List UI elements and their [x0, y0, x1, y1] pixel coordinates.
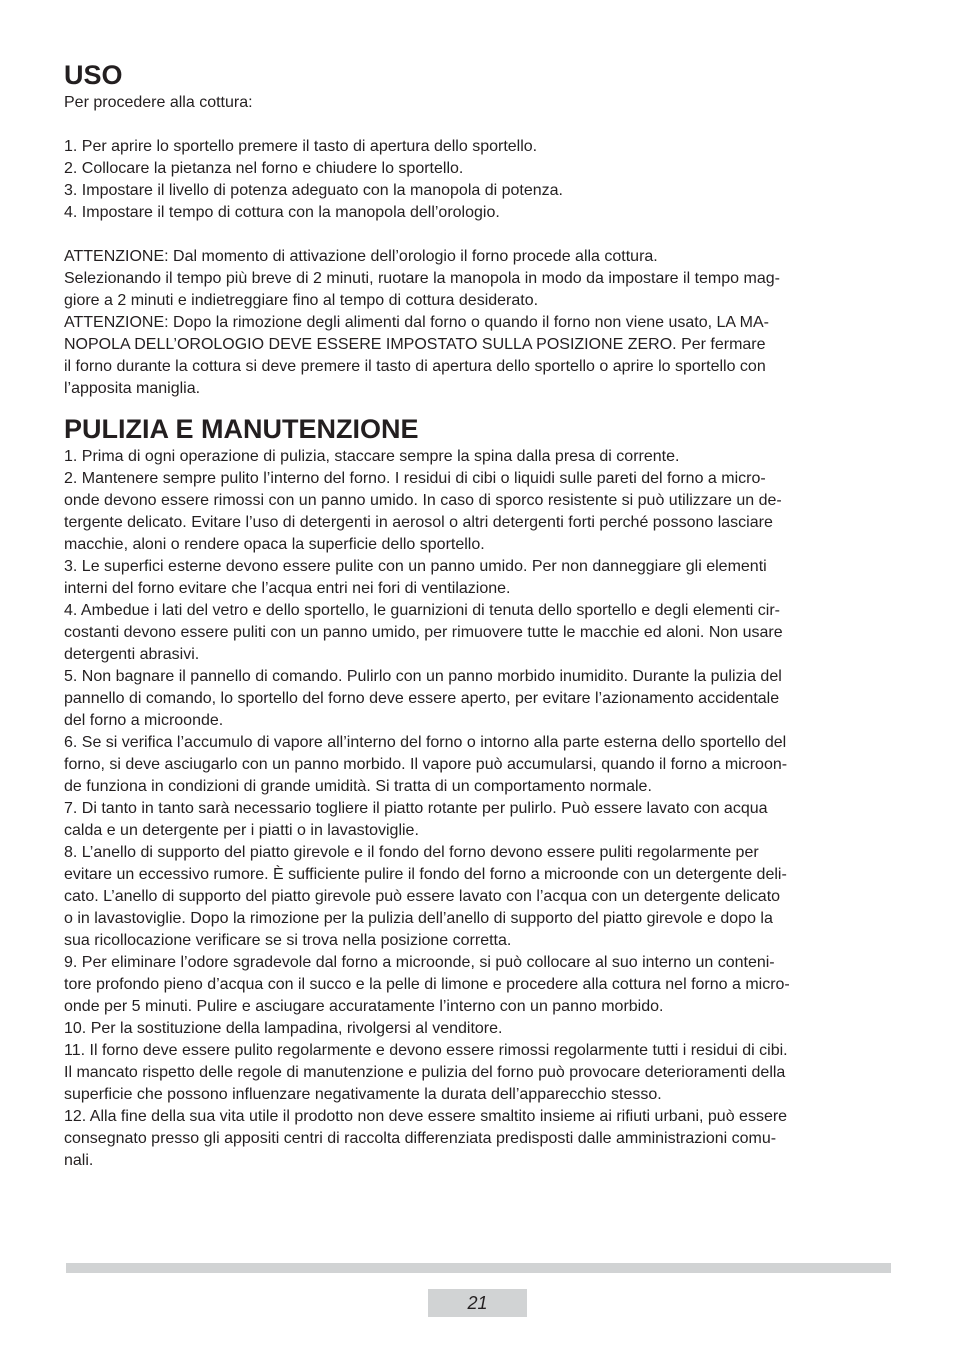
spacer: [64, 114, 892, 136]
uso-note-line: l’apposita maniglia.: [64, 380, 201, 397]
footer-divider: [66, 1263, 891, 1273]
section-heading-pulizia: PULIZIA E MANUTENZIONE: [64, 414, 419, 444]
spacer: [64, 224, 892, 246]
page-content: [64, 58, 892, 1172]
uso-steps-list: [64, 136, 892, 224]
pulizia-item: [64, 556, 892, 600]
pulizia-item-line: costanti devono essere puliti con un panno umido, per rimuovere tutte le macchie ed aloni. Non usare: [64, 624, 783, 641]
pulizia-item: [64, 468, 892, 556]
pulizia-item-line: nali.: [64, 1152, 94, 1169]
pulizia-item-line: 1. Prima di ogni operazione di pulizia, staccare sempre la spina dalla presa di corrente.: [64, 448, 680, 465]
uso-note-line: ATTENZIONE: Dal momento di attivazione dell’orologio il forno procede alla cottura.: [64, 248, 658, 265]
pulizia-item-line: 6. Se si verifica l’accumulo di vapore all’interno del forno o intorno alla parte esterna dello sportello del: [64, 734, 787, 751]
pulizia-item-line: onde devono essere rimossi con un panno umido. In caso di sporco resistente si può utilizzare un de-: [64, 492, 782, 509]
pulizia-item: [64, 666, 892, 732]
pulizia-item-line: 4. Ambedue i lati del vetro e dello sportello, le guarnizioni di tenuta dello sportello e degli elementi cir-: [64, 602, 780, 619]
pulizia-item: [64, 600, 892, 666]
pulizia-item: [64, 732, 892, 798]
pulizia-item-line: interni del forno evitare che l’acqua entri nei fori di ventilazione.: [64, 580, 511, 597]
pulizia-item-line: 10. Per la sostituzione della lampadina, rivolgersi al venditore.: [64, 1020, 503, 1037]
pulizia-item-line: 7. Di tanto in tanto sarà necessario togliere il piatto rotante per pulirlo. Può essere lavato con acqua: [64, 800, 768, 817]
pulizia-item-line: forno, si deve asciugarlo con un panno morbido. Il vapore può accumularsi, quando il forno a microon-: [64, 756, 788, 773]
pulizia-item-line: de funziona in condizioni di grande umidità. Si tratta di un comportamento normale.: [64, 778, 652, 795]
pulizia-items-list: [64, 446, 892, 1172]
pulizia-item-line: evitare un eccessivo rumore. È sufficiente pulire il fondo del forno a microonde con un detergente deli-: [64, 866, 787, 883]
pulizia-item: [64, 446, 892, 468]
pulizia-item-line: 11. Il forno deve essere pulito regolarmente e devono essere rimossi regolarmente tutti i residui di cibi.: [64, 1042, 788, 1059]
pulizia-item: [64, 1040, 892, 1106]
pulizia-item-line: macchie, aloni o rendere opaca la superficie dello sportello.: [64, 536, 485, 553]
pulizia-item: [64, 1106, 892, 1172]
pulizia-item-line: 3. Le superfici esterne devono essere pulite con un panno umido. Per non danneggiare gli elementi: [64, 558, 767, 575]
uso-note-line: Selezionando il tempo più breve di 2 minuti, ruotare la manopola in modo da impostare il tempo mag-: [64, 270, 780, 287]
pulizia-item-line: del forno a microonde.: [64, 712, 224, 729]
pulizia-item-line: tergente delicato. Evitare l’uso di detergenti in aerosol o altri detergenti forti perché possono lasciare: [64, 514, 773, 531]
pulizia-item: [64, 1018, 892, 1040]
uso-step: 4. Impostare il tempo di cottura con la manopola dell’orologio.: [64, 204, 500, 221]
pulizia-item: [64, 842, 892, 952]
pulizia-item-line: calda e un detergente per i piatti o in lavastoviglie.: [64, 822, 419, 839]
pulizia-item-line: detergenti abrasivi.: [64, 646, 200, 663]
pulizia-item-line: o in lavastoviglie. Dopo la rimozione per la pulizia dell’anello di supporto del piatto girevole e dopo la: [64, 910, 773, 927]
pulizia-item-line: consegnato presso gli appositi centri di raccolta differenziata predisposti dalle amministrazioni comu-: [64, 1130, 777, 1147]
uso-note-line: NOPOLA DELL’OROLOGIO DEVE ESSERE IMPOSTATO SULLA POSIZIONE ZERO. Per fermare: [64, 336, 766, 353]
uso-note-line: giore a 2 minuti e indietreggiare fino al tempo di cottura desiderato.: [64, 292, 539, 309]
uso-step: 3. Impostare il livello di potenza adeguato con la manopola di potenza.: [64, 182, 563, 199]
pulizia-item-line: 9. Per eliminare l’odore sgradevole dal forno a microonde, si può collocare al suo interno un conteni-: [64, 954, 775, 971]
pulizia-item-line: tore profondo pieno d’acqua con il succo e la pelle di limone e procedere alla cottura nel forno a micro-: [64, 976, 790, 993]
section-heading-uso: USO: [64, 60, 123, 90]
uso-step: 2. Collocare la pietanza nel forno e chiudere lo sportello.: [64, 160, 464, 177]
pulizia-item-line: sua ricollocazione verificare se si trova nella posizione corretta.: [64, 932, 512, 949]
pulizia-item: [64, 798, 892, 842]
uso-note-line: ATTENZIONE: Dopo la rimozione degli alimenti dal forno o quando il forno non viene usato, LA MA-: [64, 314, 769, 331]
pulizia-item-line: pannello di comando, lo sportello del forno deve essere aperto, per evitare l’azionamento accidentale: [64, 690, 780, 707]
uso-notes: [64, 246, 892, 400]
pulizia-item-line: 2. Mantenere sempre pulito l’interno del forno. I residui di cibi o liquidi sulle pareti del forno a micro-: [64, 470, 766, 487]
uso-step: 1. Per aprire lo sportello premere il tasto di apertura dello sportello.: [64, 138, 538, 155]
pulizia-item: [64, 952, 892, 1018]
pulizia-item-line: superficie che possono influenzare negativamente la durata dell’apparecchio stesso.: [64, 1086, 662, 1103]
pulizia-item-line: Il mancato rispetto delle regole di manutenzione e pulizia del forno può provocare deterioramenti della: [64, 1064, 786, 1081]
pulizia-item-line: 12. Alla fine della sua vita utile il prodotto non deve essere smaltito insieme ai rifiuti urbani, può essere: [64, 1108, 788, 1125]
pulizia-item-line: 5. Non bagnare il pannello di comando. Pulirlo con un panno morbido inumidito. Durante la pulizia del: [64, 668, 782, 685]
pulizia-item-line: 8. L’anello di supporto del piatto girevole e il fondo del forno devono essere puliti regolarmente per: [64, 844, 759, 861]
uso-note-line: il forno durante la cottura si deve premere il tasto di apertura dello sportello o aprire lo sportello con: [64, 358, 766, 375]
uso-intro: Per procedere alla cottura:: [64, 94, 253, 111]
pulizia-item-line: cato. L’anello di supporto del piatto girevole può essere lavato con l’acqua con un detergente delicato: [64, 888, 781, 905]
page-number: 21: [428, 1289, 527, 1317]
pulizia-item-line: onde per 5 minuti. Pulire e asciugare accuratamente l’interno con un panno morbido.: [64, 998, 664, 1015]
